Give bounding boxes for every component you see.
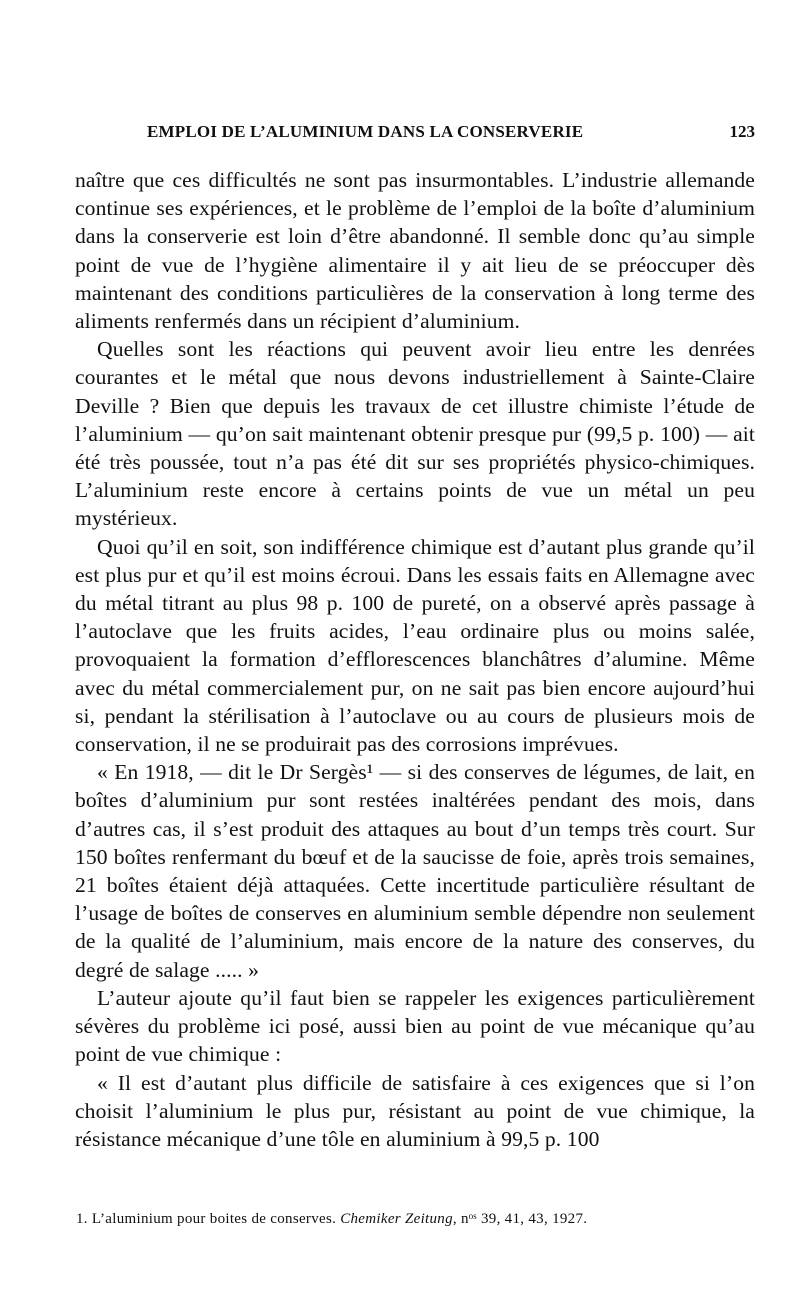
running-header	[75, 122, 755, 152]
footnote-suffix: , nᵒˢ 39, 41, 43, 1927.	[452, 1211, 588, 1227]
paragraph: « Il est d’autant plus difficile de satisfaire à ces exigences que si l’on choisit l’aluminium le plus pur, résistant au point de vue chimique, la résistance mécanique d’une tôle en aluminium à 99,5 p. 100	[75, 1070, 755, 1151]
running-title: EMPLOI DE L’ALUMINIUM DANS LA CONSERVERIE	[147, 122, 584, 141]
paragraph: Quelles sont les réactions qui peuvent avoir lieu entre les denrées courantes et le métal que nous devons industriellement à Sainte-Claire Deville ? Bien que depuis les travaux de cet illustre chimiste l’étude de l’aluminium — qu’on sait maintenant obtenir presque pur (99,5 p. 100) — ait été très poussée, tout n’a pas été dit sur ses propriétés physico-chimiques. L’aluminium reste encore à certains points de vue un métal un peu mystérieux.	[75, 337, 755, 531]
paragraph: « En 1918, — dit le Dr Sergès¹ — si des conserves de légumes, de lait, en boîtes d’aluminium pur sont restées inaltérées pendant des mois, dans d’autres cas, il s’est produit des attaques au bout d’un temps très court. Sur 150 boîtes renfermant du bœuf et de la saucisse de foie, après trois semaines, 21 boîtes étaient déjà attaquées. Cette incertitude particulière résultant de l’usage de boîtes de conserves en aluminium semble dépendre non seulement de la qualité de l’aluminium, mais encore de la nature des conserves, du degré de salage ..... »	[75, 760, 755, 982]
paragraph: L’auteur ajoute qu’il faut bien se rappeler les exigences particulièrement sévères du problème ici posé, aussi bien au point de vue mécanique qu’au point de vue chimique :	[75, 985, 755, 1067]
footnote-prefix: 1. L’aluminium pour boites de conserves.	[76, 1211, 341, 1227]
footnote	[76, 1211, 766, 1228]
paragraph: Quoi qu’il en soit, son indifférence chimique est d’autant plus grande qu’il est plus pur et qu’il est moins écroui. Dans les essais faits en Allemagne avec du métal titrant au plus 98 p. 100 de pureté, on a observé après passage à l’autoclave que les fruits acides, l’eau ordinaire plus ou moins salée, provoquaient la formation d’efflorescences blanchâtres d’alumine. Même avec du métal commercialement pur, on ne sait pas bien encore aujourd’hui si, pendant la stérilisation à l’autoclave ou au cours de plusieurs mois de conservation, il ne se produirait pas des corrosions imprévues.	[75, 534, 755, 757]
body-text	[75, 166, 755, 1153]
page-number: 123	[729, 122, 755, 141]
paragraph: naître que ces difficultés ne sont pas insurmontables. L’industrie allemande continue ses expériences, et le problème de l’emploi de la boîte d’aluminium dans la conserverie est loin d’être abandonné. Il semble donc qu’au simple point de vue de l’hygiène alimentaire il y ait lieu de se préoccuper dès maintenant des conditions particulières de la conservation à long terme des aliments renfermés dans un récipient d’aluminium.	[75, 168, 755, 334]
page-content	[75, 122, 755, 1153]
footnote-journal: Chemiker Zeitung	[340, 1211, 453, 1227]
